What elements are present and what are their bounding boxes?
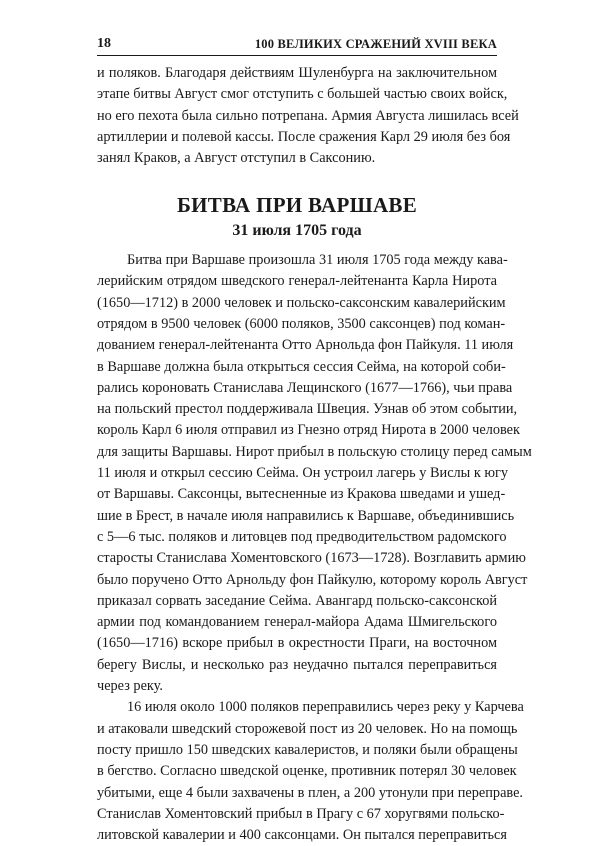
text-line: на польский престол поддерживала Швеция. Узнав об этом событии, (97, 401, 518, 418)
text-line: лерийским отрядом шведского генерал-лейтенанта Карла Нирота (97, 273, 497, 290)
book-title: 100 ВЕЛИКИХ СРАЖЕНИЙ XVIII ВЕКА (254, 37, 497, 51)
running-head (97, 30, 497, 56)
text-line: от Варшавы. Саксонцы, вытесненные из Кракова шведами и ушед- (97, 486, 506, 503)
text-line: в Варшаве должна была открыться сессия Сейма, на которой соби- (97, 358, 506, 375)
text-line: для защиты Варшавы. Нирот прибыл в польскую столицу перед самым (97, 443, 532, 460)
text-line: занял Краков, а Август отступил в Саксонию. (97, 150, 376, 167)
text-line: было поручено Отто Арнольду фон Пайкулю, которому король Август (97, 571, 528, 588)
text-line: Битва при Варшаве произошла 31 июля 1705 года между кава- (127, 252, 508, 269)
text-line: (1650—1712) в 2000 человек и польско-саксонским кавалерийским (97, 294, 506, 311)
text-line: и поляков. Благодаря действиям Шуленбурга на заключительном (97, 65, 497, 81)
text-line: приказал сорвать заседание Сейма. Авангард польско-саксонской (97, 592, 497, 609)
text-line: Станислав Хоментовский прибыл в Прагу с 67 хоругвями польско- (97, 805, 505, 822)
page-number: 18 (97, 36, 111, 51)
intro-paragraph (97, 63, 519, 169)
text-line: убитыми, еще 4 были захвачены в плен, а 200 утонули при переправе. (97, 784, 523, 801)
text-line: король Карл 6 июля отправил из Гнезно отряд Нирота в 2000 человек (97, 422, 520, 439)
text-line: через реку. (97, 678, 163, 695)
text-line: посту пришло 150 шведских кавалеристов, и поляки были обращены (97, 741, 518, 758)
text-line: армии под командованием генерал-майора Адама Шмигельского (97, 614, 497, 631)
text-line: с 5—6 тыс. поляков и литовцев под предводительством радомского (97, 528, 507, 545)
text-line: 16 июля около 1000 поляков переправились через реку у Карчева (127, 699, 524, 716)
text-line: отрядом в 9500 человек (6000 поляков, 3500 саксонцев) под коман- (97, 315, 506, 332)
text-line: старосты Станислава Хоментовского (1673—1728). Возглавить армию (97, 550, 526, 567)
text-line: (1650—1716) вскоре прибыл в окрестности Праги, на восточном (97, 635, 497, 652)
text-line: шие в Брест, в начале июля направились к Варшаве, объединившись (97, 507, 515, 524)
paragraph (97, 697, 524, 846)
paragraph (97, 250, 532, 697)
section-title: БИТВА ПРИ ВАРШАВЕ (176, 193, 418, 218)
text-line: артиллерии и полевой кассы. После сражения Карл 29 июля без боя (97, 128, 511, 145)
text-line: 11 июля и открыл сессию Сейма. Он устроил лагерь у Вислы к югу (97, 465, 509, 482)
text-line: этапе битвы Август смог отступить с большей частью своих войск, (97, 86, 508, 103)
text-line: рались короновать Станислава Лещинского (1677—1766), чьи права (97, 379, 513, 396)
text-line: берегу Вислы, и несколько раз неудачно пытался переправиться (97, 656, 497, 673)
text-line: и атаковали шведский сторожевой пост из 20 человек. Но на помощь (97, 720, 518, 737)
text-line: в бегство. Согласно шведской оценке, противник потерял 30 человек (97, 763, 517, 780)
text-line: дованием генерал-лейтенанта Отто Арнольда фон Пайкуля. 11 июля (97, 337, 514, 354)
section-date: 31 июля 1705 года (232, 221, 362, 239)
text-line: но его пехота была сильно потрепана. Армия Августа лишилась всей (97, 107, 519, 124)
page-body (97, 63, 532, 846)
text-line: литовской кавалерии и 400 саксонцами. Он пытался переправиться (97, 827, 507, 844)
